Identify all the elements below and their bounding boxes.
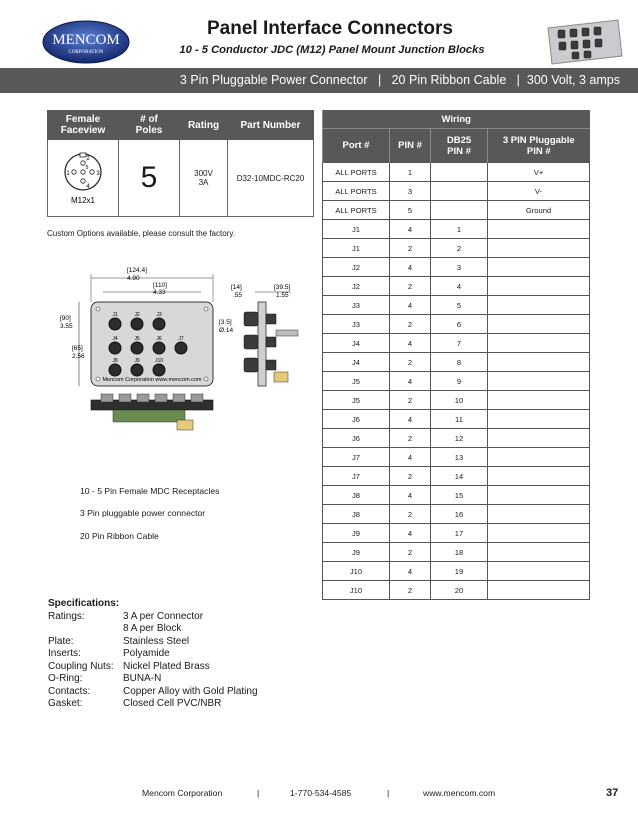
wiring-row — [323, 448, 590, 467]
spec-value: Nickel Plated Brass — [123, 660, 210, 672]
cell-db25: 14 — [431, 467, 488, 486]
cell-db25: 5 — [431, 296, 488, 315]
cell-db25: 17 — [431, 524, 488, 543]
svg-text:[14]: [14] — [231, 284, 242, 291]
m12-faceview-diagram — [51, 148, 115, 206]
cell-pin: 1 — [390, 163, 431, 182]
specifications-title: Specifications: — [48, 598, 120, 609]
cell-pin: 2 — [390, 429, 431, 448]
cell-db25: 6 — [431, 315, 488, 334]
cell-3pin — [488, 220, 590, 239]
wiring-row — [323, 182, 590, 201]
cell-db25: 11 — [431, 410, 488, 429]
cell-pin: 4 — [390, 372, 431, 391]
cell-3pin: V- — [488, 182, 590, 201]
wiring-row — [323, 391, 590, 410]
port-label: J7 — [178, 336, 184, 342]
banner-text: 3 Pin Pluggable Power Connector | 20 Pin Ribbon Cable | 300 Volt, 3 amps — [179, 73, 620, 87]
cell-pin: 2 — [390, 239, 431, 258]
page-number: 37 — [606, 787, 619, 799]
spec-key: Coupling Nuts: — [48, 660, 114, 672]
port-label: J6 — [156, 336, 162, 342]
spec-value: Polyamide — [123, 648, 170, 659]
svg-text:Ø.14: Ø.14 — [219, 327, 234, 334]
svg-text:.55: .55 — [233, 292, 243, 299]
port-receptacle — [131, 364, 143, 376]
spec-value: Closed Cell PVC/NBR — [123, 698, 222, 709]
spec-value: Stainless Steel — [123, 635, 190, 647]
wiring-header-port: Port # — [323, 129, 390, 163]
cell-db25: 10 — [431, 391, 488, 410]
cell-db25 — [431, 182, 488, 201]
cell-port: J3 — [323, 296, 390, 315]
bottom-connector — [101, 394, 113, 402]
legend-power-connector: 3 Pin pluggable power connector — [80, 508, 206, 518]
cell-port: J2 — [323, 258, 390, 277]
port-receptacle — [109, 318, 121, 330]
wiring-row — [323, 163, 590, 182]
cell-port: ALL PORTS — [323, 182, 390, 201]
port-receptacle — [131, 342, 143, 354]
wiring-row — [323, 524, 590, 543]
cell-3pin — [488, 429, 590, 448]
svg-text:[124.4]: [124.4] — [127, 267, 147, 274]
wiring-row — [323, 410, 590, 429]
svg-text:4.33: 4.33 — [153, 289, 166, 296]
custom-options-note: Custom Options available, please consult the factory. — [47, 229, 235, 238]
port-label: J3 — [156, 312, 162, 318]
spec-key: Contacts: — [48, 685, 91, 697]
port-receptacle — [153, 318, 165, 330]
bottom-connector — [155, 394, 167, 402]
cell-db25 — [431, 201, 488, 220]
cell-pin: 4 — [390, 410, 431, 429]
poles-value: 5 — [119, 140, 180, 217]
cell-port: J7 — [323, 448, 390, 467]
spec-row — [48, 636, 258, 649]
cell-port: J6 — [323, 410, 390, 429]
spec-value: 3 A per Connector — [123, 610, 204, 622]
cell-3pin — [488, 524, 590, 543]
mencom-logo — [42, 20, 130, 64]
header-poles: # of Poles — [119, 111, 180, 140]
cell-3pin — [488, 581, 590, 600]
port-label: J4 — [112, 336, 118, 342]
cell-port: J4 — [323, 334, 390, 353]
cell-db25: 15 — [431, 486, 488, 505]
cell-db25: 2 — [431, 239, 488, 258]
port-receptacle — [153, 342, 165, 354]
cell-db25: 19 — [431, 562, 488, 581]
cell-pin: 2 — [390, 277, 431, 296]
cell-pin: 4 — [390, 524, 431, 543]
spec-key: Ratings: — [48, 610, 85, 622]
wiring-row — [323, 467, 590, 486]
wiring-row — [323, 258, 590, 277]
port-receptacle — [109, 342, 121, 354]
cell-port: J1 — [323, 220, 390, 239]
faceview-cell — [48, 140, 119, 217]
faceview-caption: M12x1 — [70, 196, 96, 205]
cell-port: J10 — [323, 581, 390, 600]
svg-text:1.55: 1.55 — [276, 292, 289, 299]
wiring-row — [323, 505, 590, 524]
spec-row — [48, 686, 258, 699]
footer-separator: | — [257, 788, 260, 798]
cell-3pin — [488, 562, 590, 581]
port-receptacle — [153, 364, 165, 376]
rating-value: 300V 3A — [180, 140, 228, 217]
svg-text:3.55: 3.55 — [60, 323, 73, 330]
header-rating: Rating — [180, 111, 228, 140]
wiring-title: Wiring — [323, 110, 590, 129]
cell-db25: 8 — [431, 353, 488, 372]
header-part-number: Part Number — [228, 111, 314, 140]
page-subtitle: 10 - 5 Conductor JDC (M12) Panel Mount Junction Blocks — [179, 44, 485, 56]
cell-3pin — [488, 315, 590, 334]
wiring-row — [323, 543, 590, 562]
cell-3pin — [488, 258, 590, 277]
port-label: J5 — [134, 336, 140, 342]
bottom-connector — [119, 394, 131, 402]
wiring-row — [323, 277, 590, 296]
svg-text:4: 4 — [86, 184, 90, 190]
footer-website: www.mencom.com — [423, 788, 496, 798]
product-image — [542, 18, 624, 66]
legend-receptacles: 10 - 5 Pin Female MDC Receptacles — [80, 486, 220, 496]
plate-text: Mencom Corporation www.mencom.com — [102, 377, 202, 383]
svg-text:[39.5]: [39.5] — [274, 284, 291, 291]
cell-pin: 2 — [390, 505, 431, 524]
cell-port: ALL PORTS — [323, 201, 390, 220]
bottom-connector — [137, 394, 149, 402]
cell-3pin — [488, 505, 590, 524]
cell-pin: 4 — [390, 448, 431, 467]
spec-row — [48, 648, 258, 661]
cell-port: J1 — [323, 239, 390, 258]
cell-db25: 1 — [431, 220, 488, 239]
cell-3pin — [488, 239, 590, 258]
svg-text:4.90: 4.90 — [127, 275, 140, 282]
footer-separator: | — [387, 788, 390, 798]
page-title: Panel Interface Connectors — [206, 18, 454, 39]
wiring-row — [323, 353, 590, 372]
wiring-header-3pin: 3 PIN Pluggable PIN # — [488, 129, 590, 163]
cell-pin: 2 — [390, 391, 431, 410]
spec-key: O-Ring: — [48, 673, 83, 684]
cell-3pin — [488, 543, 590, 562]
cell-3pin — [488, 296, 590, 315]
wiring-row — [323, 486, 590, 505]
cell-3pin — [488, 277, 590, 296]
bottom-connector — [191, 394, 203, 402]
port-label: J2 — [134, 312, 140, 318]
svg-text:5: 5 — [85, 165, 89, 171]
port-receptacle — [175, 342, 187, 354]
logo-text: MENCOM — [52, 32, 120, 48]
wiring-row — [323, 334, 590, 353]
bottom-connector — [173, 394, 185, 402]
svg-text:3: 3 — [96, 171, 100, 177]
cell-pin: 4 — [390, 296, 431, 315]
cell-db25: 13 — [431, 448, 488, 467]
cell-pin: 2 — [390, 581, 431, 600]
spec-key: Plate: — [48, 635, 74, 647]
cell-port: J9 — [323, 543, 390, 562]
cell-port: J4 — [323, 353, 390, 372]
wiring-row — [323, 581, 590, 600]
cell-3pin — [488, 448, 590, 467]
cell-db25: 7 — [431, 334, 488, 353]
spec-row — [48, 673, 258, 686]
cell-pin: 2 — [390, 353, 431, 372]
wiring-row — [323, 315, 590, 334]
connector-spec-table — [47, 110, 314, 217]
svg-text:2: 2 — [86, 156, 90, 162]
cell-db25: 4 — [431, 277, 488, 296]
cell-3pin — [488, 353, 590, 372]
cell-3pin — [488, 334, 590, 353]
wiring-row — [323, 562, 590, 581]
cell-pin: 5 — [390, 201, 431, 220]
cell-db25: 16 — [431, 505, 488, 524]
cell-3pin: Ground — [488, 201, 590, 220]
cell-port: J10 — [323, 562, 390, 581]
cell-pin: 2 — [390, 315, 431, 334]
cell-3pin — [488, 391, 590, 410]
feature-banner — [0, 68, 638, 93]
dimension-drawing — [55, 262, 310, 442]
cell-db25: 18 — [431, 543, 488, 562]
spec-key — [48, 623, 123, 636]
cell-db25 — [431, 163, 488, 182]
spec-key: Inserts: — [48, 648, 81, 659]
cell-db25: 12 — [431, 429, 488, 448]
cell-port: J2 — [323, 277, 390, 296]
svg-text:[3.5]: [3.5] — [219, 319, 232, 326]
spec-row — [48, 698, 258, 711]
footer-phone: 1-770-534-4585 — [290, 788, 352, 798]
specifications — [48, 598, 258, 711]
spec-value: Copper Alloy with Gold Plating — [123, 685, 258, 697]
cell-port: J5 — [323, 372, 390, 391]
port-receptacle — [109, 364, 121, 376]
port-label: J8 — [112, 358, 118, 364]
cell-pin: 4 — [390, 562, 431, 581]
wiring-row — [323, 296, 590, 315]
cell-port: J3 — [323, 315, 390, 334]
cell-3pin — [488, 410, 590, 429]
logo-subtext: CORPORATION — [68, 50, 104, 55]
spec-value: 8 A per Block — [123, 623, 182, 634]
spec-row — [48, 611, 258, 624]
cell-3pin — [488, 486, 590, 505]
cell-db25: 9 — [431, 372, 488, 391]
cell-port: J8 — [323, 486, 390, 505]
spec-row — [48, 661, 258, 674]
wiring-row — [323, 372, 590, 391]
cell-port: J9 — [323, 524, 390, 543]
cell-pin: 4 — [390, 220, 431, 239]
cell-3pin — [488, 372, 590, 391]
wiring-table — [322, 110, 590, 600]
cell-port: J6 — [323, 429, 390, 448]
port-receptacle — [131, 318, 143, 330]
wiring-header-db25: DB25 PIN # — [431, 129, 488, 163]
footer-company: Mencom Corporation — [142, 788, 223, 798]
cell-db25: 3 — [431, 258, 488, 277]
spec-key: Gasket: — [48, 698, 83, 709]
cell-port: J7 — [323, 467, 390, 486]
svg-text:2.56: 2.56 — [72, 353, 85, 360]
cell-pin: 4 — [390, 486, 431, 505]
cell-pin: 4 — [390, 258, 431, 277]
svg-text:[110]: [110] — [153, 282, 167, 289]
cell-pin: 2 — [390, 543, 431, 562]
wiring-row — [323, 201, 590, 220]
svg-text:[65]: [65] — [72, 345, 83, 352]
spec-value: BUNA-N — [123, 673, 162, 684]
cell-3pin: V+ — [488, 163, 590, 182]
cell-pin: 3 — [390, 182, 431, 201]
cell-port: J8 — [323, 505, 390, 524]
cell-pin: 4 — [390, 334, 431, 353]
cell-port: ALL PORTS — [323, 163, 390, 182]
cell-db25: 20 — [431, 581, 488, 600]
wiring-row — [323, 239, 590, 258]
port-label: J9 — [134, 358, 140, 364]
spec-row — [48, 623, 258, 636]
cell-pin: 2 — [390, 467, 431, 486]
cell-port: J5 — [323, 391, 390, 410]
cell-3pin — [488, 467, 590, 486]
port-label: J10 — [154, 358, 164, 364]
svg-text:[90]: [90] — [60, 315, 71, 322]
legend-ribbon-cable: 20 Pin Ribbon Cable — [80, 531, 159, 541]
wiring-row — [323, 429, 590, 448]
part-number-value: D32-10MDC-RC20 — [228, 140, 314, 217]
wiring-header-pin: PIN # — [390, 129, 431, 163]
header-faceview: Female Faceview — [48, 111, 119, 140]
svg-text:1: 1 — [66, 171, 70, 177]
wiring-row — [323, 220, 590, 239]
port-label: J1 — [112, 312, 118, 318]
